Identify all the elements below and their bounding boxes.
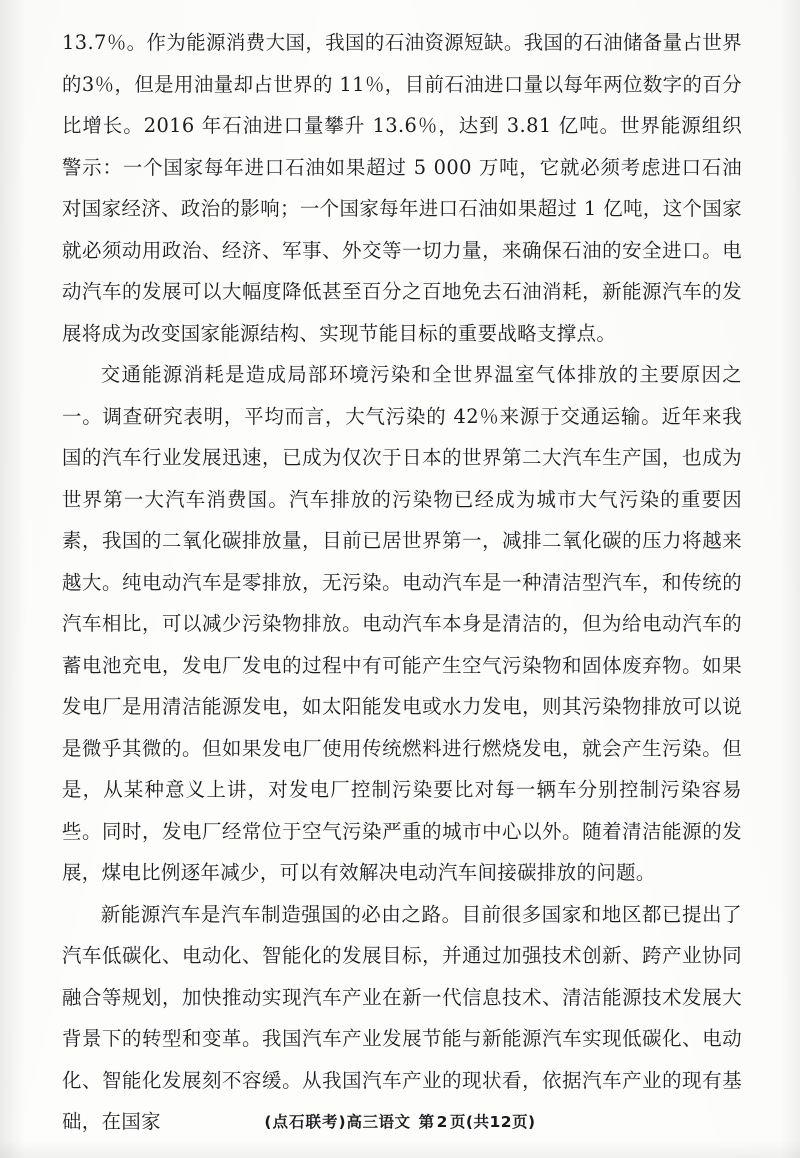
footer-page-word: 第 bbox=[418, 1113, 435, 1131]
footer-page-number: 2 bbox=[436, 1113, 448, 1131]
document-body bbox=[62, 22, 742, 1143]
page-left-shadow bbox=[0, 0, 26, 1158]
footer-page-total: 页(共12页) bbox=[449, 1113, 536, 1131]
paragraph: 新能源汽车是汽车制造强国的必由之路。目前很多国家和地区都已提出了汽车低碳化、电动化、智能化的发展目标，并通过加强技术创新、跨产业协同融合等规划，加快推动实现汽车产业在新一代信息技术、清洁能源技术发展大背景下的转型和变革。我国汽车产业发展节能与新能源汽车实现低碳化、电动化、智能化发展刻不容缓。从我国汽车产业的现状看，依据汽车产业的现有基础，在国家 bbox=[62, 902, 742, 1133]
paragraph: 交通能源消耗是造成局部环境污染和全世界温室气体排放的主要原因之一。调查研究表明，平均而言，大气污染的 42％来源于交通运输。近年来我国的汽车行业发展迅速，已成为仅次于日本的世界第二大汽车生产国，也成为世界第一大汽车消费国。汽车排放的污染物已经成为城市大气污染的重要因素，我国的二氧化碳排放量，目前已居世界第一，减排二氧化碳的压力将越来越大。纯电动汽车是零排放，无污染。电动汽车是一种清洁型汽车，和传统的汽车相比，可以减少污染物排放。电动汽车本身是清洁的，但为给电动汽车的蓄电池充电，发电厂发电的过程中有可能产生空气污染物和固体废弃物。如果发电厂是用清洁能源发电，如太阳能发电或水力发电，则其污染物排放可以说是微乎其微的。但如果发电厂使用传统燃料进行燃烧发电，就会产生污染。但是，从某种意义上讲，对发电厂控制污染要比对每一辆车分别控制污染容易些。同时，发电厂经常位于空气污染严重的城市中心以外。随着清洁能源的发展，煤电比例逐年减少，可以有效解决电动汽车间接碳排放的问题。 bbox=[62, 363, 742, 884]
page-bottom-shadow bbox=[0, 1140, 800, 1158]
paragraph: 13.7％。作为能源消费大国，我国的石油资源短缺。我国的石油储备量占世界的3％，但是用油量却占世界的 11％，目前石油进口量以每年两位数字的百分比增长。2016 年石油进口量攀升 13.6％，达到 3.81 亿吨。世界能源组织警示：一个国家每年进口石油如果超过 5 000 万吨，它就必须考虑进口石油对国家经济、政治的影响；一个国家每年进口石油如果超过 1 亿吨，这个国家就必须动用政治、经济、军事、外交等一切力量，来确保石油的安全进口。电动汽车的发展可以大幅度降低甚至百分之百地免去石油消耗，新能源汽车的发展将成为改变国家能源结构、实现节能目标的重要战略支撑点。 bbox=[62, 31, 742, 345]
exam-tag: (点石联考) bbox=[264, 1113, 347, 1131]
page-footer bbox=[0, 1110, 800, 1132]
footer-subject: 高三语文 bbox=[346, 1113, 411, 1131]
page-right-shadow bbox=[780, 0, 800, 1158]
